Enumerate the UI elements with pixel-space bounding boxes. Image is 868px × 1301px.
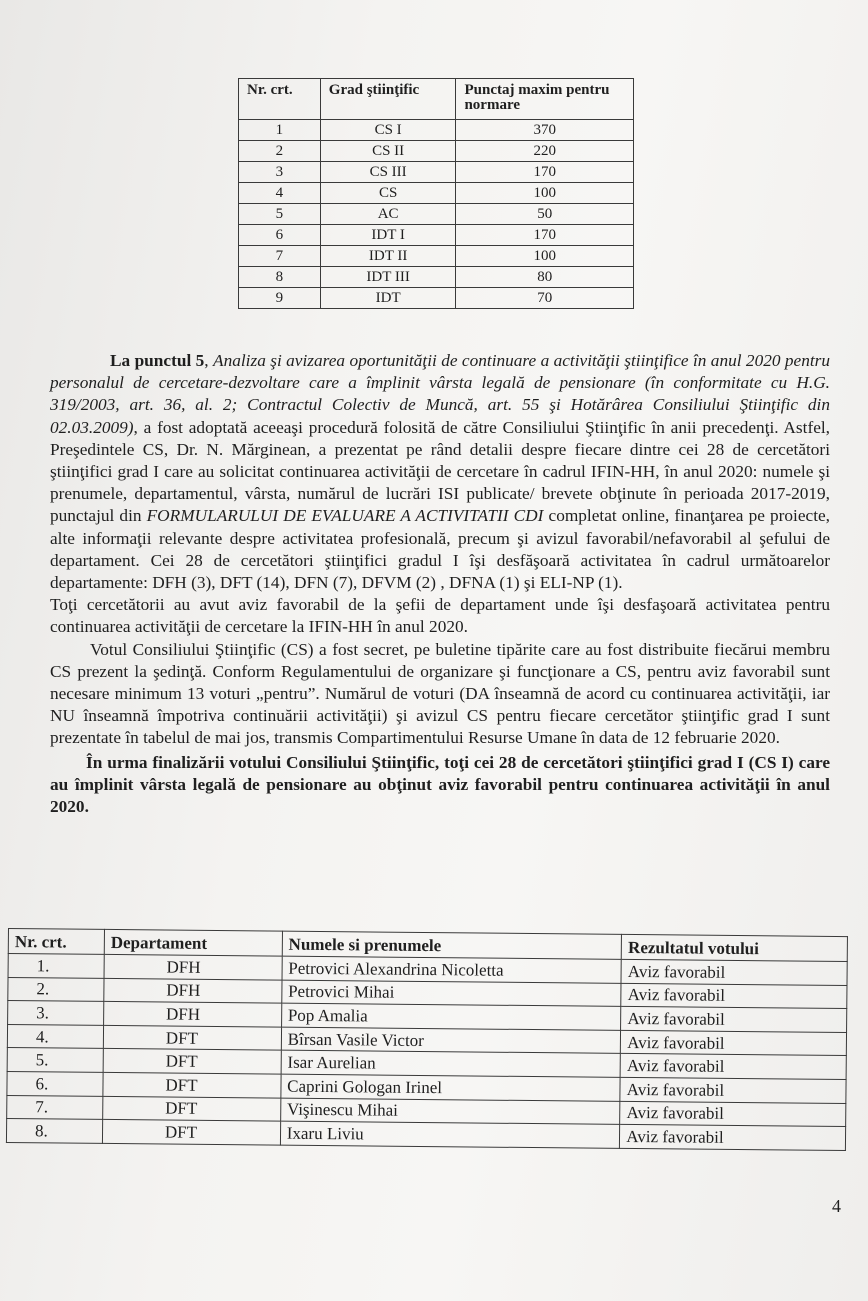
grade-row-punctaj: 170 <box>456 225 634 246</box>
paragraph-body: , a fost adoptată aceeaşi procedură folosită de către Consiliului Ştiinţific în anii precedenţi. Astfel, Preşedintele CS, Dr. N. Mărginean, a prezentat pe rând detalii despre fiecare dintre cei 28 de cercetători ştiinţifici grad I care au solicitat continuarea activităţii de cercetare în cadrul IFIN-HH, în anul 2020: numele şi prenumele, departamentul, vârsta, numărul de lucrări ISI publicate/ brevete obţinute în perioada 2017-2019, punctajul din <box>50 417 830 526</box>
vote-row-nr: 4. <box>7 1024 103 1049</box>
table-row <box>239 246 634 267</box>
grade-row-grad: CS <box>320 183 456 204</box>
vote-row-nr: 8. <box>6 1119 102 1144</box>
grade-table-header-nr: Nr. crt. <box>239 79 321 120</box>
vote-row-rezultat: Aviz favorabil <box>621 1007 847 1033</box>
vote-row-rezultat: Aviz favorabil <box>620 1077 846 1103</box>
table-row <box>239 204 634 225</box>
vote-row-nume: Isar Aurelian <box>281 1051 621 1078</box>
vote-row-nume: Petrovici Mihai <box>282 980 622 1007</box>
body-text <box>50 350 830 818</box>
table-row <box>239 225 634 246</box>
votes-table <box>6 928 848 1151</box>
votes-table-body <box>6 954 847 1151</box>
grade-table-header-row <box>239 79 634 120</box>
paragraph-punctul-5 <box>50 350 830 594</box>
grade-row-nr: 3 <box>239 162 321 183</box>
votes-table-header-departament: Departament <box>104 929 282 956</box>
grade-row-punctaj: 100 <box>456 246 634 267</box>
grade-row-punctaj: 80 <box>456 267 634 288</box>
vote-row-nr: 5. <box>7 1048 103 1073</box>
vote-row-nr: 3. <box>8 1001 104 1026</box>
paragraph-separator: , <box>204 351 214 370</box>
grade-table-body <box>239 120 634 309</box>
vote-row-nume: Bîrsan Vasile Victor <box>281 1027 621 1054</box>
grade-row-grad: CS I <box>320 120 456 141</box>
paragraph-lead: La punctul 5 <box>110 351 205 370</box>
vote-row-nr: 1. <box>8 954 104 979</box>
vote-row-departament: DFH <box>104 954 282 979</box>
grade-row-punctaj: 370 <box>456 120 634 141</box>
vote-row-nr: 6. <box>7 1071 103 1096</box>
grade-table <box>238 78 634 309</box>
paragraph-favorable: Toţi cercetătorii au avut aviz favorabil de la şefii de departament unde îşi desfaşoară activitatea pentru continuarea activităţii de cercetare la IFIN-HH în anul 2020. <box>50 595 830 637</box>
grade-row-punctaj: 50 <box>456 204 634 225</box>
table-row <box>239 141 634 162</box>
vote-row-departament: DFT <box>102 1120 280 1145</box>
vote-row-rezultat: Aviz favorabil <box>621 959 847 985</box>
vote-row-rezultat: Aviz favorabil <box>620 1054 846 1080</box>
vote-row-nume: Ixaru Liviu <box>280 1121 620 1148</box>
votes-table-header-nume: Numele si prenumele <box>282 931 622 959</box>
votes-table-header-nr: Nr. crt. <box>8 929 104 955</box>
grade-row-grad: IDT III <box>320 267 456 288</box>
table-row <box>239 162 634 183</box>
grade-row-nr: 6 <box>239 225 321 246</box>
vote-row-nume: Vişinescu Mihai <box>280 1098 620 1125</box>
vote-row-nume: Petrovici Alexandrina Nicoletta <box>282 956 622 983</box>
grade-table-header-grad: Grad ştiinţific <box>320 79 456 120</box>
grade-row-nr: 8 <box>239 267 321 288</box>
grade-row-grad: CS II <box>320 141 456 162</box>
grade-row-punctaj: 70 <box>456 288 634 309</box>
grade-row-grad: IDT II <box>320 246 456 267</box>
table-row <box>239 120 634 141</box>
vote-row-departament: DFT <box>103 1049 281 1074</box>
vote-row-nume: Pop Amalia <box>281 1003 621 1030</box>
grade-row-punctaj: 100 <box>456 183 634 204</box>
vote-row-rezultat: Aviz favorabil <box>620 1125 846 1151</box>
grade-row-grad: CS III <box>320 162 456 183</box>
vote-row-rezultat: Aviz favorabil <box>620 1101 846 1127</box>
table-row <box>239 183 634 204</box>
vote-row-departament: DFT <box>103 1072 281 1097</box>
grade-row-nr: 2 <box>239 141 321 162</box>
page-number: 4 <box>832 1196 841 1216</box>
vote-row-nume: Caprini Gologan Irinel <box>281 1074 621 1101</box>
paragraph-conclusion: În urma finalizării votului Consiliului Ştiinţific, toţi cei 28 de cercetători ştiinţifici grad I (CS I) care au împlinit vârsta legală de pensionare au obţinut aviz favorabil pentru continuarea activităţii în anul 2020. <box>50 752 830 817</box>
table-row <box>239 288 634 309</box>
vote-row-rezultat: Aviz favorabil <box>621 983 847 1009</box>
table-row <box>239 267 634 288</box>
vote-row-departament: DFH <box>104 978 282 1003</box>
paragraph-agenda-title: Analiza şi avizarea oportunităţii de continuare a activităţii ştiinţifice în anul 2020 pentru personalul de cercetare-dezvoltare care a împlinit vârsta legală de pensionare (în conformitate cu H.G. 319/2003, art. 36, al. 2; Contractul Colectiv de Muncă, art. 55 şi Hotărârea Consiliului Ştiinţific din 02.03.2009) <box>50 351 831 437</box>
paragraph-form-name: FORMULARULUI DE EVALUARE A ACTIVITATII CDI <box>146 506 544 526</box>
vote-row-departament: DFH <box>103 1002 281 1027</box>
grade-row-grad: IDT I <box>320 225 456 246</box>
vote-row-nr: 2. <box>8 977 104 1002</box>
grade-row-grad: IDT <box>320 288 456 309</box>
grade-row-nr: 9 <box>239 288 321 309</box>
paragraph-vote: Votul Consiliului Ştiinţific (CS) a fost secret, pe buletine tipărite care au fost distribuite fiecărui membru CS prezent la şedinţă. Conform Regulamentului de organizare şi funcţionare a CS, pentru aviz favorabil sunt necesare minimum 13 voturi „pentru”. Numărul de voturi (DA înseamnă de acord cu continuarea activităţii, iar NU înseamnă împotriva continuării activităţii) şi avizul CS pentru fiecare cercetător ştiinţific grad I sunt prezentate în tabelul de mai jos, transmis Compartimentului Resurse Umane în data de 12 februarie 2020. <box>50 639 830 748</box>
grade-row-nr: 5 <box>239 204 321 225</box>
vote-row-departament: DFT <box>103 1025 281 1050</box>
grade-table-header-punctaj: Punctaj maxim pentru normare <box>456 79 634 120</box>
grade-row-nr: 1 <box>239 120 321 141</box>
grade-row-punctaj: 220 <box>456 141 634 162</box>
vote-row-nr: 7. <box>7 1095 103 1120</box>
paragraph-body-end: completat online, finanţarea pe proiecte, alte informaţii relevante despre activitatea profesională, precum şi avizul favorabil/nefavorabil al şefului de departament. Cei 28 de cercetători ştiinţifici gradul I îşi desfăşoară activitatea în cadrul următoarelor departamente: DFH (3), DFT (14), DFN (7), DFVM (2) , DFNA (1) şi ELI-NP (1). <box>50 506 830 593</box>
grade-row-nr: 4 <box>239 183 321 204</box>
vote-row-departament: DFT <box>103 1096 281 1121</box>
vote-row-rezultat: Aviz favorabil <box>621 1030 847 1056</box>
grade-row-grad: AC <box>320 204 456 225</box>
grade-row-nr: 7 <box>239 246 321 267</box>
votes-table-header-rezultat: Rezultatul votului <box>621 934 847 961</box>
grade-row-punctaj: 170 <box>456 162 634 183</box>
